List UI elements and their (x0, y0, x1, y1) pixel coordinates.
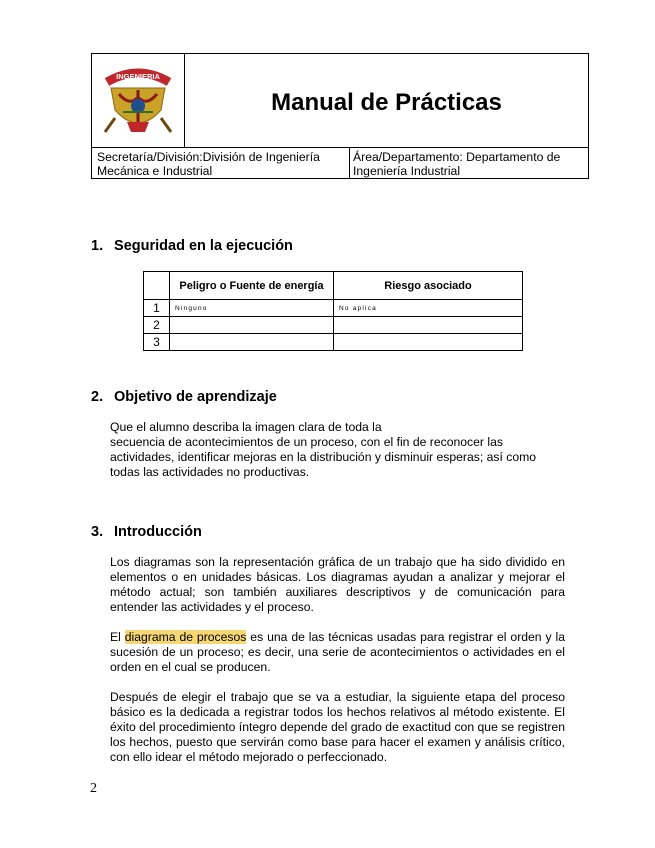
hazard-cell (170, 317, 334, 334)
objective-line-3: actividades, identificar mejoras en la distribución y disminuir esperas; así como (110, 450, 537, 464)
engineering-faculty-logo (101, 62, 175, 138)
section-3-title: Introducción (114, 524, 202, 540)
hazard-cell: Ninguno (170, 300, 334, 317)
page-number: 2 (90, 781, 97, 796)
p2-before: El (110, 630, 125, 644)
objective-line-4: todas las actividades no productivas. (110, 465, 310, 479)
safety-table (143, 271, 523, 351)
table-row (144, 317, 523, 334)
division-line-1: Secretaría/División:División de Ingeniería (97, 150, 320, 164)
section-2-title: Objetivo de aprendizaje (114, 389, 277, 405)
risk-cell (334, 334, 523, 351)
intro-paragraph-2 (110, 630, 565, 675)
p2-after: es una de las técnicas usadas para registrar el orden y la sucesión de un proceso; es decir, una serie de acontecimientos o actividades en el orden en el cual se producen. (110, 630, 565, 674)
hazard-cell (170, 334, 334, 351)
risk-cell (334, 317, 523, 334)
logo-cell (92, 54, 185, 147)
area-line-2: Ingeniería Industrial (353, 164, 461, 178)
section-1-number: 1. (91, 238, 104, 254)
section-3-number: 3. (91, 524, 104, 540)
header-table (91, 53, 589, 179)
table-header-number (144, 272, 170, 300)
row-number: 2 (144, 317, 170, 334)
table-header-row (144, 272, 523, 300)
table-header-hazard: Peligro o Fuente de energía (170, 272, 334, 300)
table-header-risk: Riesgo asociado (334, 272, 523, 300)
objective-paragraph (110, 420, 565, 480)
row-number: 1 (144, 300, 170, 317)
objective-line-2: secuencia de acontecimientos de un proceso, con el fin de reconocer las (110, 435, 503, 449)
highlighted-term: diagrama de procesos (124, 630, 247, 644)
header-top-row (92, 54, 588, 148)
intro-paragraph-1: Los diagramas son la representación gráfica de un trabajo que ha sido dividido en elementos o en unidades básicas. Los diagramas ayudan a analizar y mejorar el método actual; son también auxiliares descriptivos y de comunicación para entender las actividades y el proceso. (110, 555, 565, 614)
area-line-1: Área/Departamento: Departamento de (353, 150, 561, 164)
intro-paragraph-3: Después de elegir el trabajo que se va a estudiar, la siguiente etapa del proceso básico es la dedicada a registrar todos los hechos relativos al método existente. El éxito del procedimiento íntegro depende del grado de exactitud con que se registren los hechos, puesto que servirán como base para hacer el examen y análisis crítico, con ello idear el método mejorado o perfeccionado. (110, 690, 565, 764)
manual-title: Manual de Prácticas (271, 88, 502, 116)
area-cell (351, 148, 588, 179)
section-1-heading (91, 238, 293, 254)
section-3-heading (91, 524, 202, 540)
section-1-title: Seguridad en la ejecución (114, 238, 293, 254)
logo-text: INGENIERIA (116, 72, 160, 81)
division-line-2: Mecánica e Industrial (97, 164, 213, 178)
risk-cell: No aplica (334, 300, 523, 317)
row-number: 3 (144, 334, 170, 351)
objective-line-1: Que el alumno describa la imagen clara de toda la (110, 420, 382, 434)
section-2-number: 2. (91, 389, 104, 405)
table-row (144, 334, 523, 351)
division-cell (92, 148, 350, 179)
section-2-heading (91, 389, 277, 405)
table-row (144, 300, 523, 317)
